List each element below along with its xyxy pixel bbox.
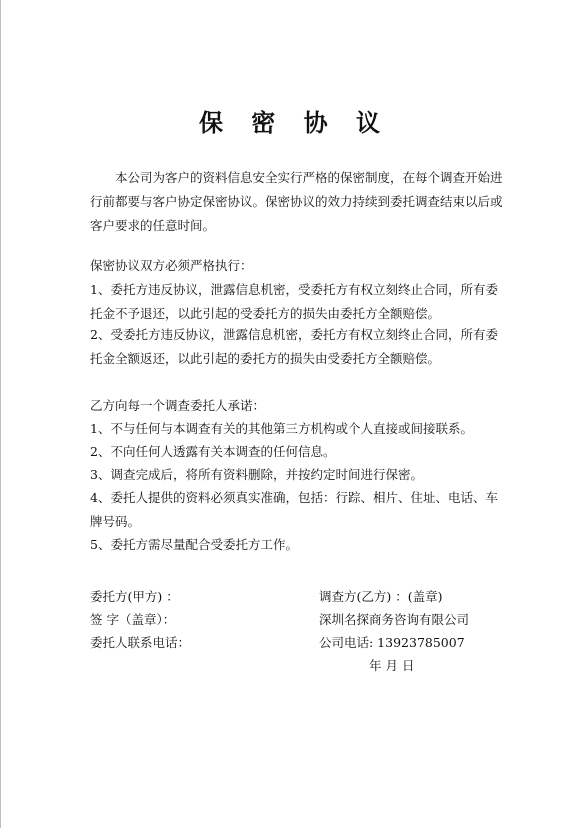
section2-item-2: 2、不向任何人透露有关本调查的任何信息。 (90, 444, 336, 459)
signature-client-phone: 委托人联系电话： (90, 635, 191, 650)
signature-company-phone: 公司电话: 13923785007 (319, 635, 465, 650)
signature-client-party: 委托方(甲方) ： (90, 589, 179, 604)
section1-item-2: 2、受委托方违反协议，泄露信息机密，委托方有权立刻终止合同，所有委托金全额返还，以此引起的委托方的损失由受委托方全额赔偿。 (90, 327, 498, 366)
document-title: 保 密 协 议 (198, 108, 391, 137)
section2-item-1: 1、不与任何与本调查有关的其他第三方机构或个人直接或间接联系。 (90, 421, 473, 436)
section1-heading: 保密协议双方必须严格执行： (90, 258, 253, 273)
signature-client-sign: 签 字（盖章）： (90, 612, 176, 627)
signature-company-name: 深圳名探商务咨询有限公司 (319, 612, 470, 627)
signature-investigator-party: 调查方(乙方) ：(盖章) (319, 589, 443, 604)
section2-item-5: 5、委托方需尽量配合受委托方工作。 (90, 537, 298, 552)
section2-item-3: 3、调查完成后，将所有资料删除，并按约定时间进行保密。 (90, 467, 423, 482)
signature-date: 年 月 日 (369, 658, 415, 673)
section2-item-4: 4、委托人提供的资料必须真实准确，包括：行踪、相片、住址、电话、车牌号码。 (90, 490, 498, 529)
section2-heading: 乙方向每一个调查委托人承诺： (90, 398, 266, 413)
section1-item-1: 1、委托方违反协议，泄露信息机密，受委托方有权立刻终止合同，所有委托金不予退还，以此引起的受委托方的损失由委托方全额赔偿。 (90, 282, 498, 321)
intro-paragraph: 本公司为客户的资料信息安全实行严格的保密制度，在每个调查开始进行前都要与客户协定保密协议。保密协议的效力持续到委托调查结束以后或客户要求的任意时间。 (90, 170, 503, 233)
